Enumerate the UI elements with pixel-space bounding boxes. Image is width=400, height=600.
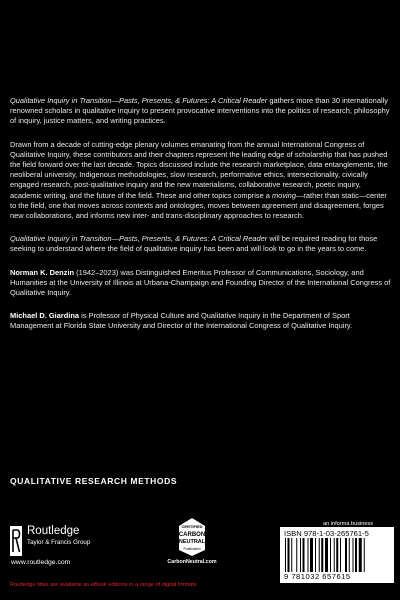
- carbon-line-2: CARBON: [178, 532, 206, 538]
- carbon-neutral-icon: [177, 517, 207, 557]
- informa-tagline: an informa business: [323, 521, 374, 527]
- publisher-name: Routledge: [27, 525, 80, 537]
- ebook-availability-note: Routledge titles are available as eBook editions in a range of digital formats: [10, 582, 197, 588]
- isbn-label: ISBN 978-1-03-265761-5: [284, 529, 369, 538]
- author-bio-text: (1942–2023) was Distinguished Emeritus Professor of Communications, Sociology, and Humanities at the University of Illinois at Urbana-Champaign and Founding Director of the International Congress of Qualitative Inquiry.: [10, 267, 391, 298]
- emphasis-italic: moving: [271, 190, 296, 200]
- carbon-line-3: NEUTRAL: [178, 539, 206, 545]
- book-title-italic: Qualitative Inquiry in Transition—Pasts, Presents, & Futures: A Critical Reader: [10, 234, 268, 244]
- description-paragraph-1: [10, 96, 392, 127]
- author-bio-text: is Professor of Physical Culture and Qualitative Inquiry in the Department of Sport Management at Florida State University and Director of the International Congress of Qualitative Inquiry.: [10, 311, 353, 331]
- description-paragraph-3: [10, 234, 392, 254]
- carbon-url: CarbonNeutral.com: [167, 559, 217, 565]
- routledge-logo-icon: [10, 526, 22, 556]
- carbon-line-4: Publication: [183, 547, 201, 551]
- publisher-block: [10, 523, 120, 569]
- publisher-group: Taylor & Francis Group: [27, 539, 91, 546]
- author-name: Michael D. Giardina: [10, 311, 80, 321]
- paragraph-text: —rather than static—center to the field, one that moves across contexts and ontologies, moves between agreement and disagreement, forges new collaborations, and informs new inter- and trans-disciplinary approaches to research.: [10, 190, 387, 221]
- back-cover-description: [10, 96, 392, 345]
- paragraph-text: gathers more than 30 internationally renowned scholars in qualitative inquiry to present provocative interventions into the politics of research, philosophy of inquiry, justice matters, and writing practices.: [10, 96, 390, 126]
- author-bio-2: [10, 311, 392, 331]
- carbon-neutral-badge: [164, 517, 220, 571]
- barcode-icon: [284, 538, 390, 572]
- isbn-barcode: [280, 527, 394, 583]
- paragraph-text: Drawn from a decade of cutting-edge plenary volumes emanating from the annual International Congress of Qualitative Inquiry, these contributors and their chapters represent the leading edge of scholarship that has pushed the field forward over the last decade. Topics discussed include the research marketplace, data entanglements, the neoliberal university, Indigenous methodologies, slow research, performative ethics, intersectionality, civically engaged research, post-qualitative inquiry and the new materialisms, collaborative research, poetic inquiry, academic writing, and the future of the field. These and other topics comprise a: [10, 139, 388, 200]
- publisher-url: www.routledge.com: [11, 559, 71, 566]
- barcode-digits: 9 781032 657615: [284, 572, 351, 581]
- book-title-italic: Qualitative Inquiry in Transition—Pasts, Presents, & Futures: A Critical Reader: [10, 96, 268, 105]
- paragraph-text: will be required reading for those seeking to understand where the field of qualitative inquiry has been and will look to go in the years to come.: [10, 234, 378, 254]
- author-bio-1: [10, 268, 392, 299]
- author-name: Norman K. Denzin: [10, 267, 75, 277]
- description-paragraph-2: [10, 140, 392, 222]
- carbon-line-1: CERTIFIED: [181, 524, 203, 529]
- series-title: QUALITATIVE RESEARCH METHODS: [10, 476, 178, 486]
